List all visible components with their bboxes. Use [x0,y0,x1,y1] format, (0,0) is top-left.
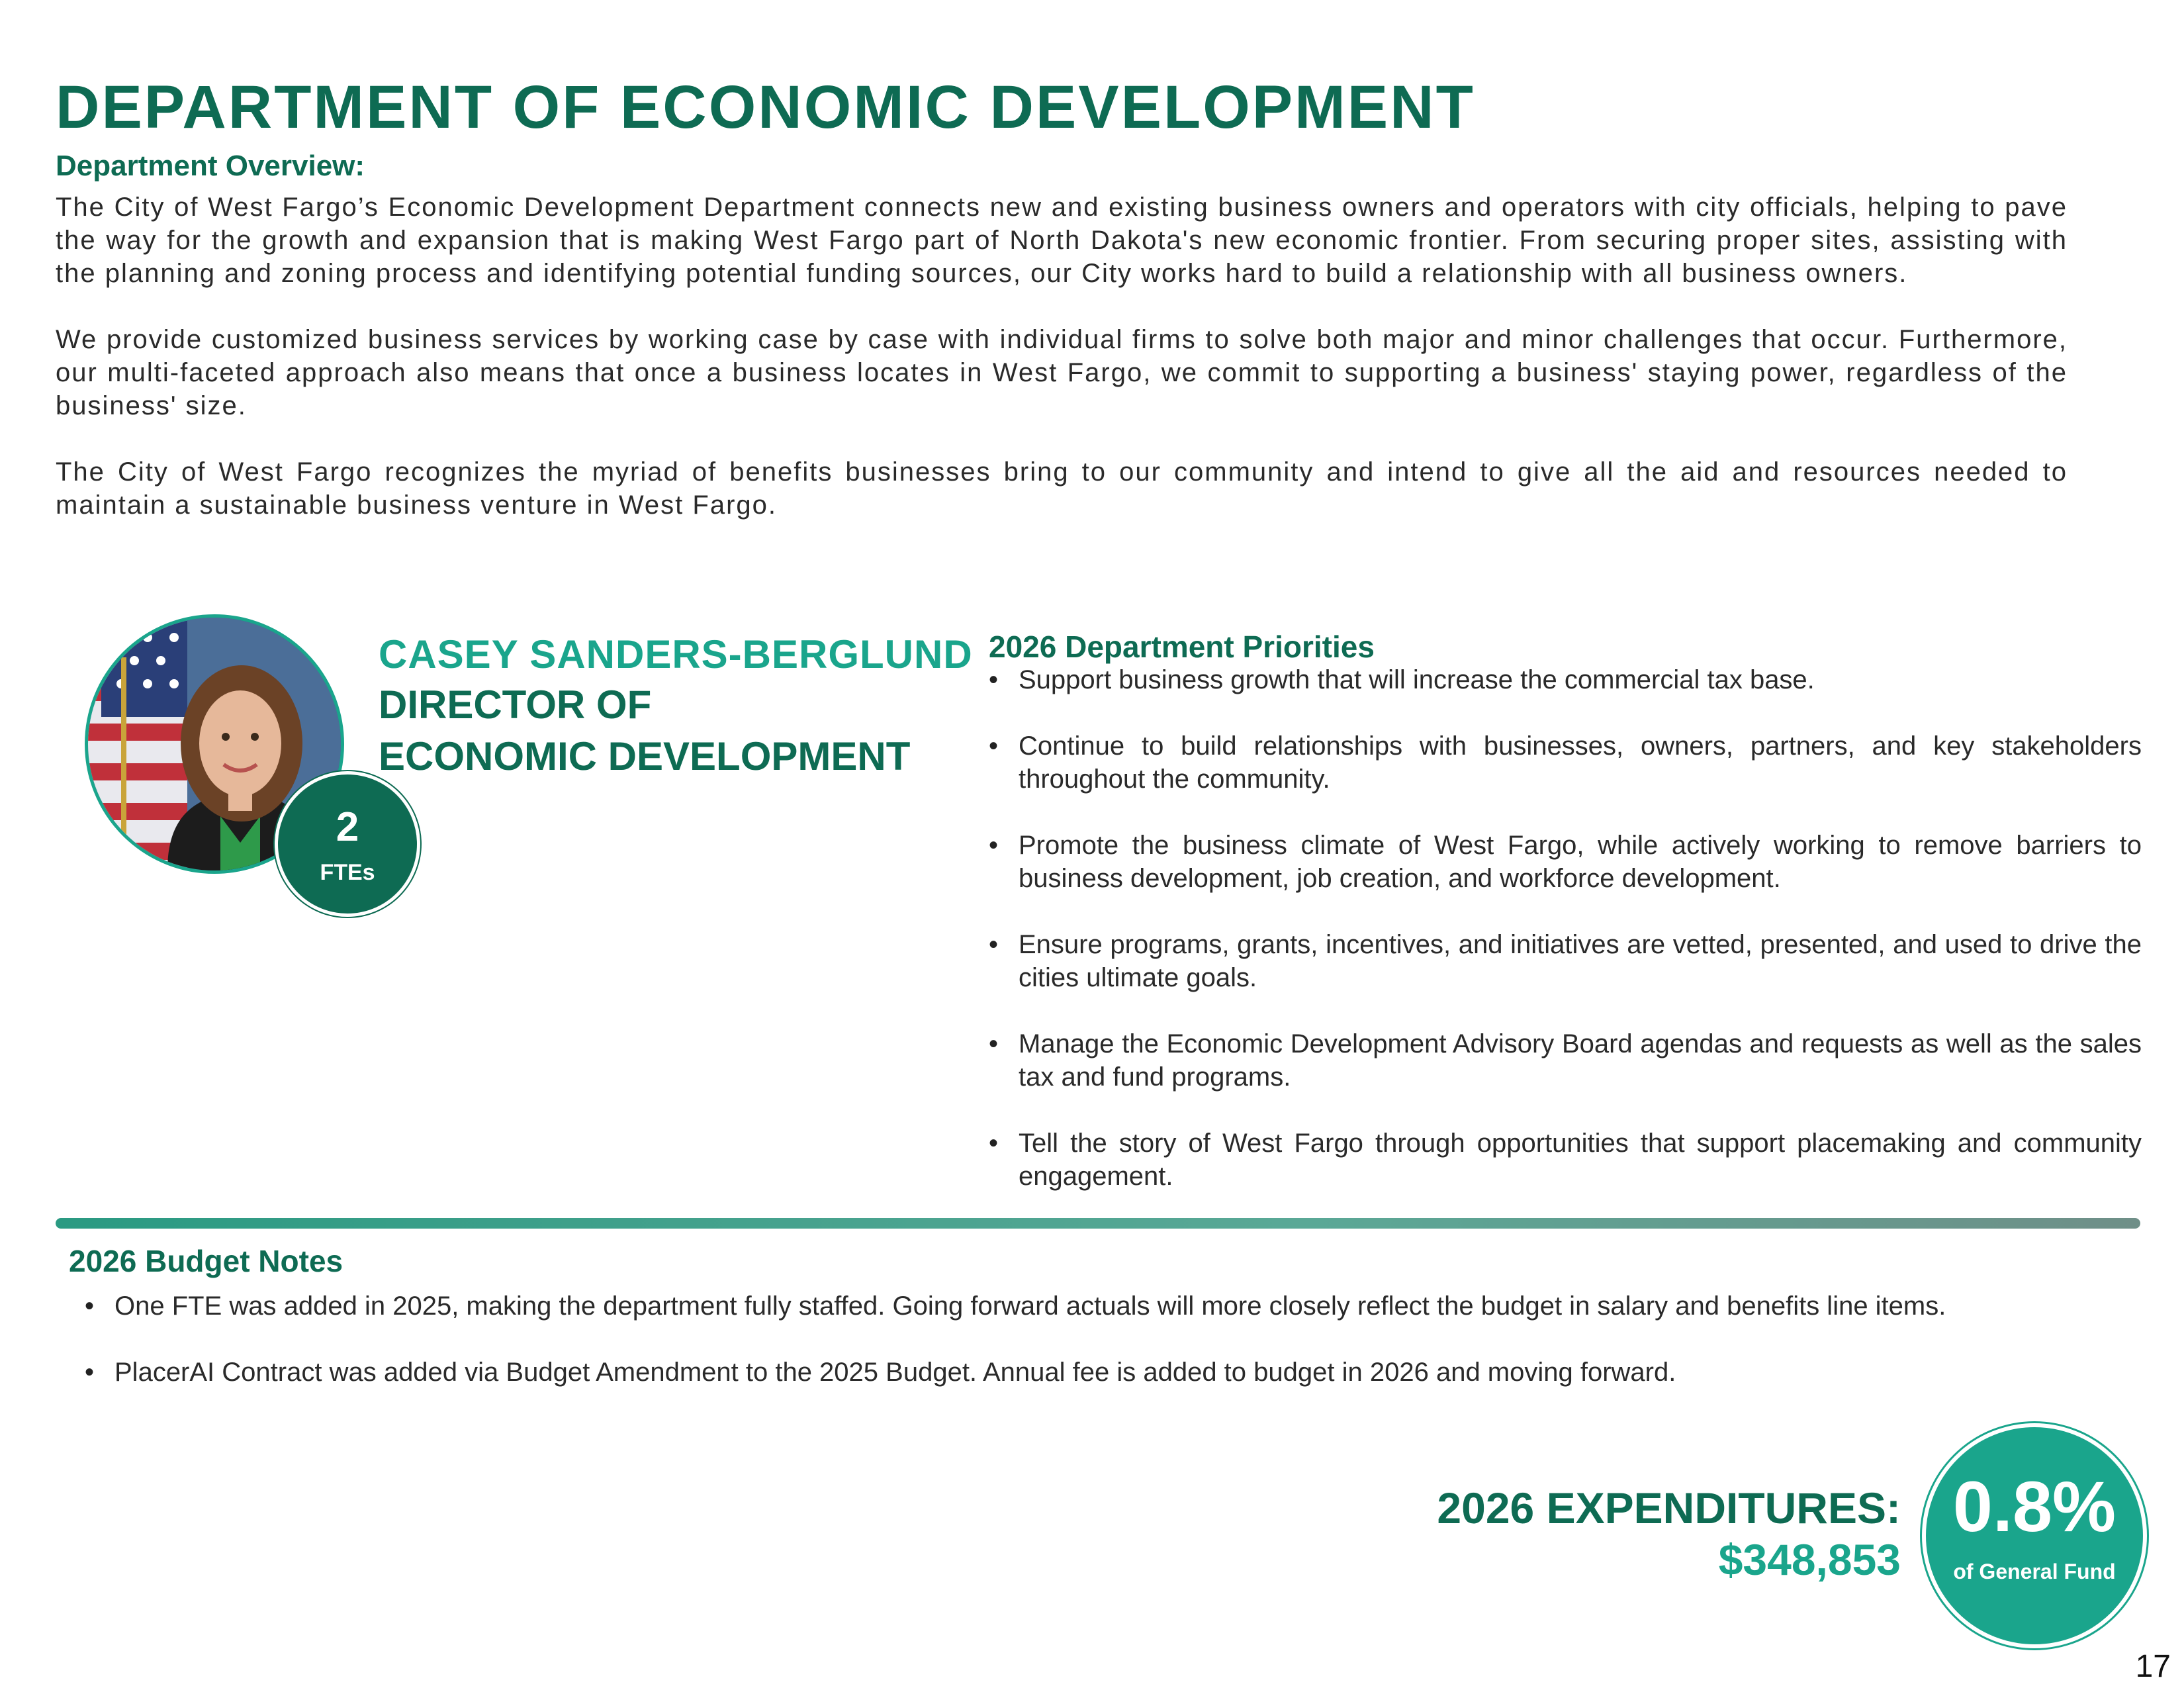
fte-label: FTEs [320,860,375,885]
director-title-line-1: DIRECTOR OF [379,682,652,727]
director-name: CASEY SANDERS-BERGLUND [379,632,973,677]
priority-item: • Support business growth that will increase the commercial tax base. [989,663,2142,696]
page-number: 17 [2135,1649,2171,1684]
priority-item: • Ensure programs, grants, incentives, and initiatives are vetted, presented, and used to drive the cities ultimate goals. [989,928,2142,994]
general-fund-percent: 0.8% [1952,1466,2116,1546]
budget-notes-heading: 2026 Budget Notes [69,1244,343,1278]
expenditures-amount: $348,853 [1718,1535,1901,1584]
general-fund-label: of General Fund [1953,1560,2116,1583]
section-divider [56,1218,2140,1229]
director-title-line-2: ECONOMIC DEVELOPMENT [379,734,911,778]
fte-count: 2 [336,804,359,850]
fte-badge [275,771,420,917]
overview-heading: Department Overview: [56,150,365,182]
overview-paragraph: We provide customized business services by working case by case with individual firms to solve both major and minor challenges that occur. Furthermore, our multi-faceted approach also means that once a business locates in West Fargo, we commit to supporting a business' staying power, regardless of the business' size. [56,325,2068,420]
overview-paragraph: The City of West Fargo recognizes the myriad of benefits businesses bring to our community and intend to give all the aid and resources needed to maintain a sustainable business venture in West Fargo. [56,457,2068,520]
overview-body [56,191,2068,522]
overview-paragraph: The City of West Fargo’s Economic Development Department connects new and existing business owners and operators with city officials, helping to pave the way for the growth and expansion that is making West Fargo part of North Dakota's new economic frontier. From securing proper sites, assisting with the planning and zoning process and identifying potential funding sources, our City works hard to build a relationship with all business owners. [56,193,2068,288]
priority-item: • Promote the business climate of West Fargo, while actively working to remove barriers to business development, job creation, and workforce development. [989,829,2142,895]
budget-note-item: • One FTE was added in 2025, making the department fully staffed. Going forward actuals will more closely reflect the budget in salary and benefits line items. [85,1289,2044,1323]
priorities-heading: 2026 Department Priorities [989,630,1375,664]
flag-graphic [88,618,187,870]
priorities-list [989,663,2142,1193]
priority-item: • Manage the Economic Development Advisory Board agendas and requests as well as the sales tax and fund programs. [989,1027,2142,1094]
priority-item: • Continue to build relationships with businesses, owners, partners, and key stakeholders throughout the community. [989,729,2142,796]
page-title: DEPARTMENT OF ECONOMIC DEVELOPMENT [56,73,1475,141]
budget-note-item: • PlacerAI Contract was added via Budget Amendment to the 2025 Budget. Annual fee is added to budget in 2026 and moving forward. [85,1356,2044,1389]
expenditures-label: 2026 EXPENDITURES: [1437,1483,1901,1532]
general-fund-badge [1922,1423,2147,1648]
priority-item: • Tell the story of West Fargo through opportunities that support placemaking and community engagement. [989,1127,2142,1193]
budget-notes-list [85,1289,2044,1389]
